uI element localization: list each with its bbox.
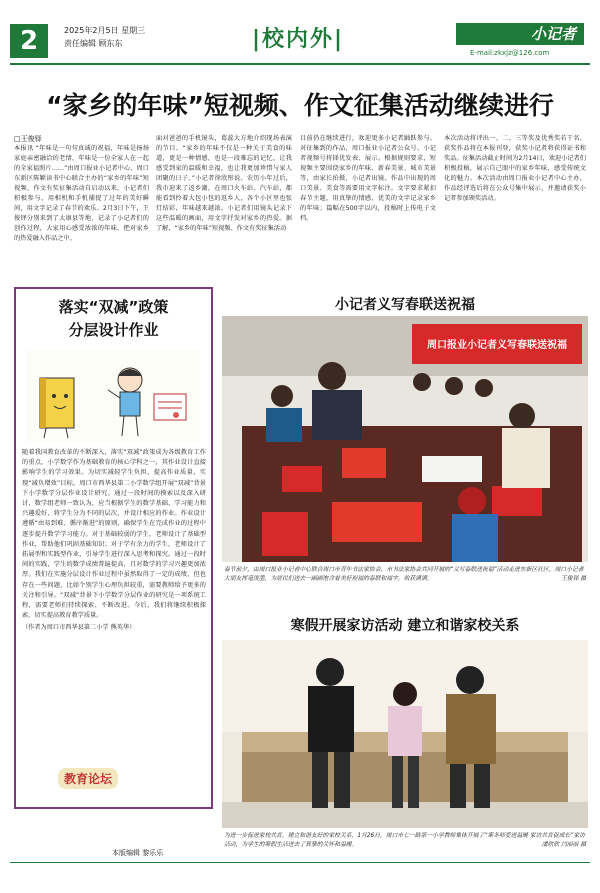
certificate-icon [154, 394, 186, 420]
page-number: 2 [10, 24, 48, 58]
story2-caption-text: 为进一步促进家校共育，建立和谐友好的家校关系，1月26日，周口市七一路第一小学教师集体开展了“寒冬师爱送温暖 家访共育促成长”家访活动，为学生的寒假生活送去了真挚的关怀和温暖。 [224, 833, 585, 848]
story2-credit: 潘欣欣 闫丽丽 摄 [541, 842, 586, 848]
forum-title-line2: 分层设计作业 [68, 321, 159, 339]
issue-info [64, 24, 145, 50]
forum-body-text: 随着我国教育改革的不断深入，落实“双减”政策成为各级教育工作的重点，小学数学作为基础教育的核心学科之一，其作业设计直接影响学生的学习效果。为切实减轻学生负担，提高作业质量，实现“减负增效”目标，周口市西华县第二小学数学组开展“双减”背景下小学数学分层作业设计研究。通过一段时间的摸索以及深入研讨，数学组老师一致认为，应当根据学生的数学基础、学习能力和兴趣爱好，将学生分为不同的层次，并设计相应的作业。作业设计遵循“由易到难、循序渐进”的原则，确保学生在完成作业的过程中逐步提升数学学习能力。对于基础较弱的学生，老师设计了基础型作业，帮助他们巩固基础知识；对于学有余力的学生，老师设计了拓展型和实践型作业，引导学生进行深入思考和探究。通过一段时间的实践，学生的数学成绩普遍提高，且对数学的学习兴趣更加浓厚。我们在实施分层设计作业过程中虽然取得了一定的成绩，但也存在一些问题，比如个别学生心理负担较重，需要教师给予更多的关注和引导。“双减”背景下小学数学分层作业的研究是一项系统工程，需要老师们持续探索、不断改进。今后，我们将继续积极探索，切实提高教育教学质量。 [22, 449, 206, 620]
footer-rule [10, 862, 590, 863]
section-title: |校内外| [252, 27, 345, 52]
forum-body [22, 448, 206, 634]
article-column-4: 本次活动将评出一、二、三等奖及优秀奖若干名，获奖作品将在本报刊登，获奖小记者将获得证书和奖品。征集活动截止时间为2月14日，欢迎小记者们积极投稿，展示自己眼中的家乡年味，感受传统文化的魅力。本次活动由周口报业小记者中心主办，作品经评选后将在公众号集中展示，并邀请获奖小记者参加颁奖活动。 [444, 135, 586, 202]
brand-logo: 小记者 [456, 23, 584, 45]
forum-label: 教育论坛 [58, 768, 118, 789]
issue-editor: 责任编辑 顾东东 [64, 39, 123, 48]
page-editor: 本版编辑 黎乐乐 [112, 849, 164, 857]
story1-caption-text: 春节前夕，由周口报业小记者中心联合周口市青年书法家协会、市书法家协会共同开展的“义写春联送祝福”活动走进东新区社区，周口小记者大朋友挥毫泼墨，为居民们送去一副副饱含着美好祝福的春联和福字，收获满满。 [224, 567, 584, 582]
photo-banner-text: 周口报业小记者义写春联送祝福 [427, 340, 567, 351]
story1-caption [224, 566, 586, 584]
story1-title: 小记者义写春联送祝福 [335, 297, 475, 313]
story2-title: 寒假开展家访活动 建立和谐家校关系 [290, 618, 520, 634]
article-column-3: 目前仍在继续进行，欢迎更多小记者踊跃参与。对征集到的作品，周口报业小记者公众号、小记者视频号将择优发表、展示。根据规则要求，短视频主要围绕家乡的年味、新春美景、城市美景等，由家长拍摄、小记者出镜。作品中出现的周口美景、美食等需要用文字标注。文字要求紧扣春节主题，用真挚的情感、优美的文字记录家乡的年味；篇幅在500字以内，投稿时上传电子文档。 [300, 135, 436, 222]
article-column-1: 本报讯 “年味是一句句真诚的祝福，年味是扬扬家庭亲密融洽的老情，年味是一份全家人在一起的全家福照片……”由周口报业小记者中心、周口东新区陈颖读书中心联合主办的“家乡的年味”短视频、作文有奖征集活动自启动以来，小记者们积极参与，用相机和手机捕捉了过年的美好瞬间，用文字记录了春节的欢乐。2月3日下午，王俊铎分别来到了太康县等地，记录了小记者们的创作过程，大家用心感受浓浓的年味，把对家乡的热爱融入作品之中。 [14, 145, 149, 242]
forum-author: （作者为周口市西华县第二小学 熊英华） [22, 624, 136, 632]
contact-email: E-mail:zkxjz@126.com [470, 49, 550, 57]
issue-date: 2025年2月5日 星期三 [64, 26, 146, 35]
header-rule [10, 63, 590, 65]
story1-credit: 王俊铎 摄 [560, 576, 586, 582]
headline: “家乡的年味”短视频、作文征集活动继续进行 [46, 91, 554, 120]
story2-caption [224, 832, 586, 850]
cartoon-illustration [26, 350, 200, 442]
forum-title [14, 296, 213, 342]
home-visit-photo [222, 640, 588, 828]
byline: □王俊铎 [14, 135, 42, 143]
article-column-2: 面对爸爸的手机镜头，葛蕊大方地介绍现场表演的节目。“家乡的年味不仅是一种关于美食的味道，更是一种情感，也是一段难忘的记忆，让我感受到家的温暖和幸福，也让我更加珍惜与家人团聚的日子。”小记者徐欣彤说。农历小年过后，我市迎来了返乡潮，在周口火车站、汽车站，都能看到拎着大包小包的返乡人，各个小区里也张灯结彩，年味越来越浓。小记者们用镜头记录下这些温暖的画面，用文字抒发对家乡的热爱。据了解，“家乡的年味”短视频、作文有奖征集活动 [156, 135, 292, 232]
calligraphy-event-photo [222, 316, 588, 562]
forum-title-line1: 落实“双减”政策 [58, 298, 169, 316]
